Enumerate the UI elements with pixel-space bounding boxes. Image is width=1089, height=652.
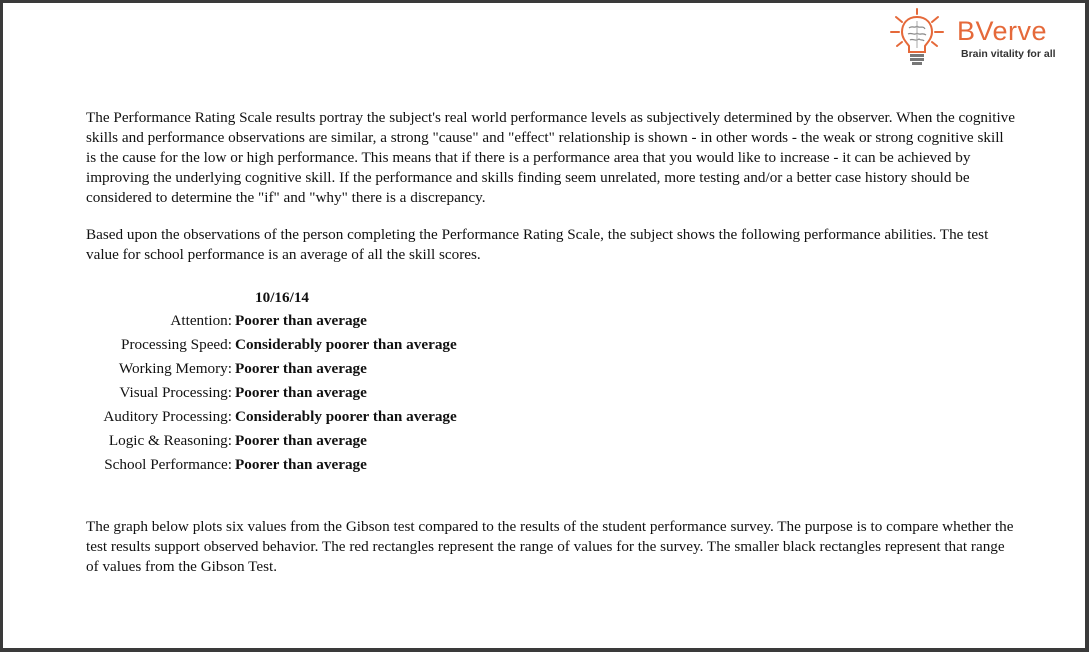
rating-row	[86, 360, 367, 384]
rating-label: Auditory Processing:	[103, 408, 232, 425]
rating-label: Working Memory:	[118, 360, 232, 377]
graph-description-paragraph: The graph below plots six values from the Gibson test compared to the results of the student performance survey. The purpose is to compare whether the test results support observed behavior. The red rectangles represent the range of values for the survey. The smaller black rectangles represent that range of values from the Gibson Test.	[86, 518, 1014, 575]
rating-value: Poorer than average	[235, 384, 367, 401]
rating-value: Poorer than average	[235, 312, 367, 329]
rating-row	[86, 384, 367, 408]
rating-row	[86, 312, 367, 336]
rating-value: Poorer than average	[235, 432, 367, 449]
observations-paragraph: Based upon the observations of the person completing the Performance Rating Scale, the subject shows the following performance abilities. The test value for school performance is an average of all the skill scores.	[86, 226, 989, 263]
brand-name: BVerve	[957, 16, 1048, 46]
rating-label: Logic & Reasoning:	[108, 432, 232, 449]
rating-row	[86, 456, 367, 480]
intro-paragraph: The Performance Rating Scale results portray the subject's real world performance levels as subjectively determined by the observer. When the cognitive skills and performance observations are similar, a strong "cause" and "effect" relationship is shown - in other words - the weak or strong cognitive skill is the cause for the low or high performance. This means that if there is a performance area that you would like to increase - it can be achieved by improving the underlying cognitive skill. If the performance and skills finding seem unrelated, more testing and/or a better case history should be considered to determine the "if" and "why" there is a discrepancy.	[86, 109, 1015, 206]
rating-value: Considerably poorer than average	[235, 408, 457, 425]
rating-row	[86, 432, 367, 456]
rating-value: Poorer than average	[235, 360, 367, 377]
rating-value: Poorer than average	[235, 456, 367, 473]
rating-label: Attention:	[170, 312, 232, 329]
rating-label: Processing Speed:	[121, 336, 232, 353]
rating-row	[86, 336, 457, 360]
rating-label: School Performance:	[104, 456, 232, 473]
rating-value: Considerably poorer than average	[235, 336, 457, 353]
brand-tagline: Brain vitality for all	[961, 48, 1056, 60]
lightbulb-brain-icon	[883, 8, 953, 70]
rating-row	[86, 408, 457, 432]
bverve-logo	[883, 8, 1083, 70]
rating-date: 10/16/14	[255, 289, 310, 306]
rating-label: Visual Processing:	[119, 384, 232, 401]
